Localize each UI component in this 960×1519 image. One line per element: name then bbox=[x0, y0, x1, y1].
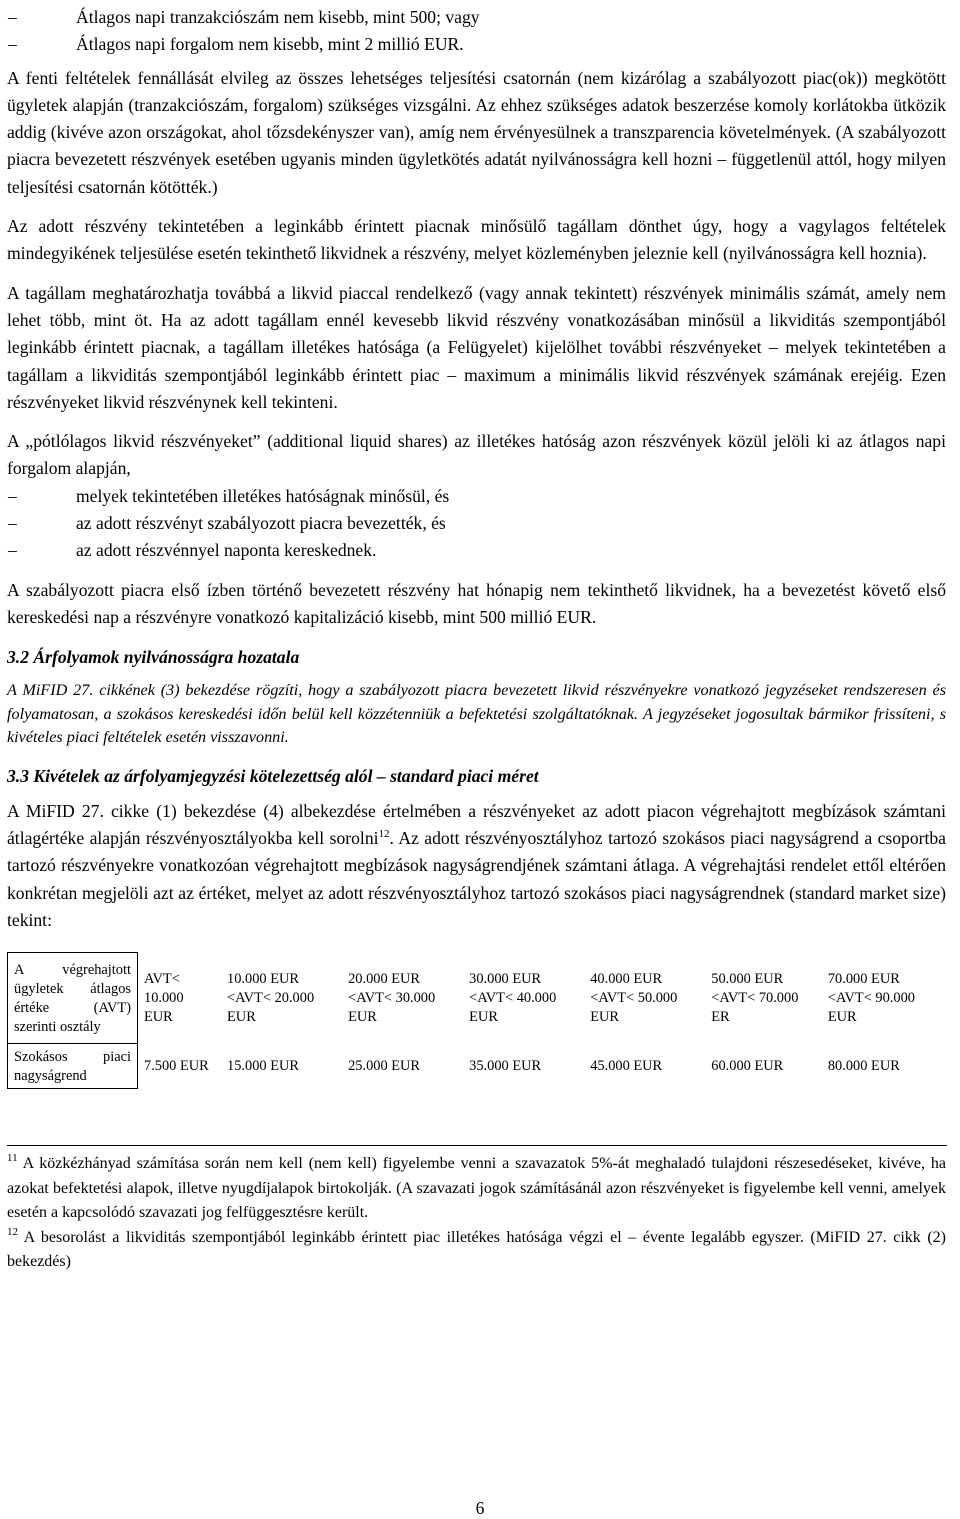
list-item-text: melyek tekintetében illetékes hatóságnak minősül, és bbox=[76, 485, 450, 506]
paragraph: Az adott részvény tekintetében a leginkább érintett piacnak minősülő tagállam dönthet úgy, hogy a vagylagos feltételek mindegyikének teljesülése esetén tekinthető likvidnek a részvény, melyet közleményben jeleznie kell (nyilvánosságra kell hoznia). bbox=[7, 216, 946, 264]
footnote bbox=[7, 1226, 946, 1275]
paragraph bbox=[7, 798, 946, 934]
footnote-number: 12 bbox=[7, 1225, 18, 1238]
paragraph-text: . Az adott részvényosztályhoz tartozó szokásos piaci nagyságrend a csoportba tartozó részvényekre vonatkozóan végrehajtott megbízások nagyságrendjének számtani átlaga. A végrehajtási rendelet ettől eltérően konkrétan megjelöli azt az értéket, melyet az adott részvényosztályhoz tartozó szokásos piaci nagyságrendnek (standard market size) tekint: bbox=[7, 828, 946, 930]
criteria-list bbox=[7, 483, 946, 565]
list-item-text: az adott részvénnyel naponta kereskednek. bbox=[76, 540, 377, 561]
list-item bbox=[7, 510, 946, 537]
dash-marker: – bbox=[8, 485, 17, 506]
footnote bbox=[7, 1152, 946, 1226]
table-cell: 30.000 EUR <AVT< 40.000 EUR bbox=[469, 970, 557, 1025]
paragraph-text: A MiFID 27. cikke (1) bekezdése (4) albekezdése értelmében a részvényeket az adott piacon végrehajtott megbízások számtani átlagértéke alapján részvényosztályokba kell sorolni bbox=[7, 800, 946, 849]
list-item-text: az adott részvényt szabályozott piacra bevezették, és bbox=[76, 513, 446, 534]
paragraph: A szabályozott piacra első ízben történő bevezetett részvény hat hónapig nem tekinthető likvidnek, ha a bevezetést követő első kereskedési nap a részvényre vonatkozó kapitalizáció kisebb, mint 500 millió EUR. bbox=[7, 579, 946, 627]
list-item bbox=[7, 4, 946, 31]
table-cell: 45.000 EUR bbox=[590, 1057, 663, 1074]
list-item bbox=[7, 483, 946, 510]
italic-block bbox=[7, 679, 946, 750]
table-cell: 35.000 EUR bbox=[469, 1057, 542, 1074]
table-cell: 15.000 EUR bbox=[227, 1057, 299, 1074]
table-row bbox=[8, 1044, 944, 1089]
table-cell: 7.500 EUR bbox=[144, 1057, 209, 1074]
conditions-list bbox=[7, 4, 946, 59]
dash-marker: – bbox=[8, 7, 17, 27]
footnote-text: A közkézhányad számítása során nem kell (nem kell) figyelembe venni a szavazatok 5%-át meghaladó tulajdoni részesedéseket, kivéve, ha azokat befektetési alapok, illetve nyugdíjalapok birtokolják. (A szavazati jogok számításánál azon részvényeket is figyelembe kell venni, amelyek esetén a kapcsolódó szavazati jog felfüggesztésre került. bbox=[7, 1155, 946, 1222]
table-cell: 60.000 EUR bbox=[711, 1057, 784, 1074]
section-heading: 3.2 Árfolyamok nyilvánosságra hozatala bbox=[7, 647, 300, 668]
table-cell: AVT< 10.000 EUR bbox=[144, 970, 184, 1025]
table-cell: 80.000 EUR bbox=[827, 1057, 900, 1074]
table-cell: 10.000 EUR <AVT< 20.000 EUR bbox=[227, 970, 315, 1025]
table-row bbox=[8, 953, 944, 1044]
list-item-text: Átlagos napi forgalom nem kisebb, mint 2 millió EUR. bbox=[76, 34, 464, 55]
paragraph: A fenti feltételek fennállását elvileg az összes lehetséges teljesítési csatornán (nem kizárólag a szabályozott piac(ok)) megkötött ügyletek alapján (tranzakciószám, forgalom) szükséges vizsgálni. Az ehhez szükséges adatok beszerzése komoly korlátokba ütközik addig (kivéve azon országokat, ahol tőzsdekényszer van), amíg nem érvényesülnek a transzparencia követelmények. (A szabályozott piacra bevezetett részvények esetében ugyanis minden ügyletkötés adatát nyilvánosságra kell hozni – függetlenül attól, hogy milyen teljesítési csatornán kötötték.) bbox=[7, 67, 946, 197]
dash-marker: – bbox=[8, 513, 17, 534]
table-cell: 50.000 EUR <AVT< 70.000 ER bbox=[711, 970, 799, 1025]
paragraph: A tagállam meghatározhatja továbbá a likvid piaccal rendelkező (vagy annak tekintett) részvények minimális számát, amely nem lehet több, mint öt. Ha az adott tagállam ennél kevesebb likvid részvény vonatkozásában minősül a likviditás szempontjából leginkább érintett piacnak, a tagállam illetékes hatósága (a Felügyelet) kijelölhet további részvényeket – melyek tekintetében a tagállam a likviditás szempontjából leginkább érintett piac – maximum a minimális likvid részvények számának erejéig. Ezen részvényeket likvid részvénynek kell tekinteni. bbox=[7, 282, 946, 412]
dash-marker: – bbox=[8, 540, 17, 561]
table-cell: 70.000 EUR <AVT< 90.000 EUR bbox=[827, 970, 915, 1025]
footnote-number: 11 bbox=[7, 1152, 18, 1165]
footnotes bbox=[7, 1146, 946, 1275]
table-row-header: Szokásos piaci nagyságrend bbox=[8, 1044, 138, 1089]
list-item bbox=[7, 31, 946, 58]
footnote-text: A besorolást a likviditás szempontjából leginkább érintett piac illetékes hatósága végzi el – évente legalább egyszer. (MiFID 27. cikk (2) bekezdés) bbox=[7, 1228, 946, 1271]
standard-market-size-table bbox=[7, 952, 943, 1089]
section-heading: 3.3 Kivételek az árfolyamjegyzési kötelezettség alól – standard piaci méret bbox=[7, 765, 539, 786]
paragraph: A MiFID 27. cikkének (3) bekezdése rögzíti, hogy a szabályozott piacra bevezetett likvid részvényekre vonatkozó jegyzéseket rendszeresen és folyamatosan, a szokásos kereskedési időn belül kell közzétenniük a befektetési szolgáltatóknak. A jegyzéseket jogosultak bármikor frissíteni, s kivételes piaci feltételek esetén visszavonni. bbox=[7, 681, 946, 747]
table-cell: 20.000 EUR <AVT< 30.000 EUR bbox=[348, 970, 436, 1025]
table-row-header: A végrehajtott ügyletek átlagos értéke (AVT) szerinti osztály bbox=[8, 953, 138, 1044]
footnote-ref[interactable]: 12 bbox=[378, 828, 390, 841]
paragraph: A „pótlólagos likvid részvényeket” (additional liquid shares) az illetékes hatóság azon részvények közül jelöli ki az átlagos napi forgalom alapján, bbox=[7, 431, 946, 479]
page-number: 6 bbox=[475, 1498, 485, 1518]
list-item bbox=[7, 537, 946, 564]
dash-marker: – bbox=[8, 34, 17, 55]
table-cell: 25.000 EUR bbox=[348, 1057, 421, 1074]
table-cell: 40.000 EUR <AVT< 50.000 EUR bbox=[590, 970, 678, 1025]
list-item-text: Átlagos napi tranzakciószám nem kisebb, mint 500; vagy bbox=[76, 7, 480, 27]
